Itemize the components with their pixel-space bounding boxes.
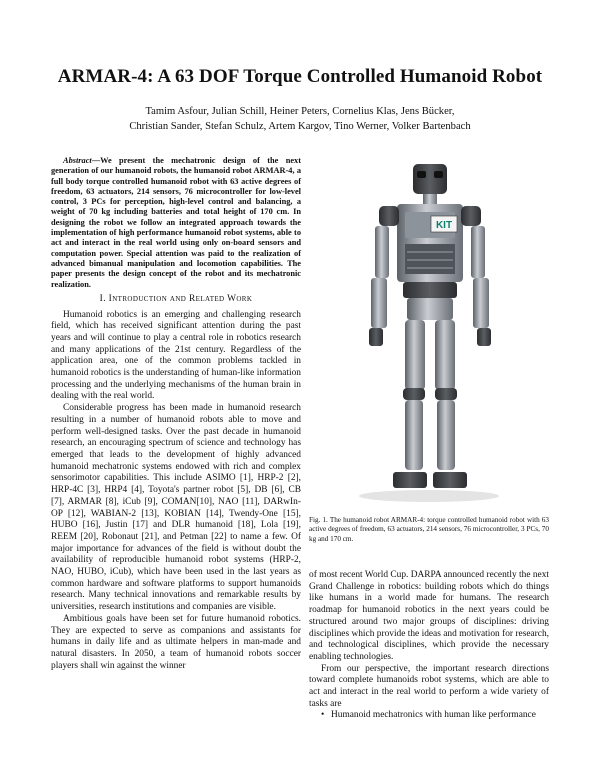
paragraph: Considerable progress has been made in humanoid research resulting in a number of humanoid robots able to move and perform well-designed tasks. Over the past decade in humanoid research, an encouraging spectrum of science and technology has emerged that leads to the development of highly advanced humanoid mechatronic systems endowed with rich and complex sensorimotor capabilities. This include ASIMO [1], HRP-2 [2], HRP-4C [3], HRP4 [4], Toyota's partner robot [5], DB [6], CB [7], ARMAR [8], iCub [9], COMAN[10], NAO [11], DARwIn-OP [12], WABIAN-2 [13], KOBIAN [14], Twendy-One [15], HUBO [16], Justin [17] and DLR humanoid [18], Lola [19], REEM [20], Robonaut [21], and Petman [22] to name a few. Of major importance for advances of the field is without doubt the availability of reproducible humanoid robot systems (HRP-2, NAO, HUBO, iCub), which have been used in the last years as common hardware and software platforms to support humanoids research. Many technical innovations and remarkable results by universities, research institutions and companies are visible. xyxy=(51,403,301,613)
bullet-list xyxy=(309,710,549,722)
section-heading: I. Introduction and Related Work xyxy=(99,293,253,304)
author-list xyxy=(40,104,560,134)
right-column xyxy=(309,570,549,722)
authors-line-1: Tamim Asfour, Julian Schill, Heiner Peters, Cornelius Klas, Jens Bücker, xyxy=(145,106,455,117)
kit-logo: KIT xyxy=(435,220,453,231)
paragraph: of most recent World Cup. DARPA announced recently the next Grand Challenge in robotics: building robots which do things like humans in a world made for humans. The research roadmap for humanoid robotics in the next years could be structured around two major groups of disciplines: driving disciplines which provide the ideas and motivation for research, and technological disciplines, which provide the necessary enabling technologies. xyxy=(309,570,549,662)
robot-illustration xyxy=(309,158,549,506)
authors-line-2: Christian Sander, Stefan Schulz, Artem Kargov, Tino Werner, Volker Bartenbach xyxy=(129,121,471,132)
bullet-item: • Humanoid mechatronics with human like performance xyxy=(323,710,549,722)
figure-caption: Fig. 1. The humanoid robot ARMAR-4: torque controlled humanoid robot with 63 active degrees of freedom, 63 actuators, 214 sensors, 76 microcontroller, 3 PCs, 70 kg and 170 cm. xyxy=(309,516,549,543)
paragraph: Humanoid robotics is an emerging and challenging research field, which has received significant attention during the past years and will continue to play a central role in robotics research and many applications of the 21st century. Regardless of the application area, one of the common problems tackled in humanoid robotics is the understanding of human-like information processing and the underlying mechanisms of the human brain in dealing with the real world. xyxy=(51,309,301,402)
abstract xyxy=(51,156,301,290)
paper-title: ARMAR-4: A 63 DOF Torque Controlled Humanoid Robot xyxy=(57,66,543,87)
robot-figure xyxy=(309,158,549,506)
left-column xyxy=(51,156,301,672)
abstract-text: —We present the mechatronic design of the next generation of our humanoid robots, the humanoid robot ARMAR-4, a full body torque controlled humanoid robot with 63 active degrees of freedom, 63 actuators, 214 sensors, 76 microcontroller for low-level control, 3 PCs for perception, high-level control and balancing, a weight of 70 kg including batteries and total height of 170 cm. In designing the robot we follow an integrated approach towards the implementation of high performance humanoid robot systems, able to act and interact in the real world using only on-board sensors and computation power. Special attention was paid to the realization of advanced bimanual manipulation and locomotion capabilities. The paper presents the design concept of the robot and its mechatronic realization. xyxy=(51,156,301,289)
paragraph: Ambitious goals have been set for future humanoid robotics. They are expected to serve as companions and assistants for humans in daily life and as ultimate helpers in man-made and natural disasters. In 2050, a team of humanoid robots soccer players shall win against the winner xyxy=(51,613,301,671)
abstract-label: Abstract xyxy=(63,156,92,165)
paragraph: From our perspective, the important research directions toward complete humanoids robot systems, which are able to act and interact in the real world to perform a wide variety of tasks are xyxy=(309,663,549,709)
